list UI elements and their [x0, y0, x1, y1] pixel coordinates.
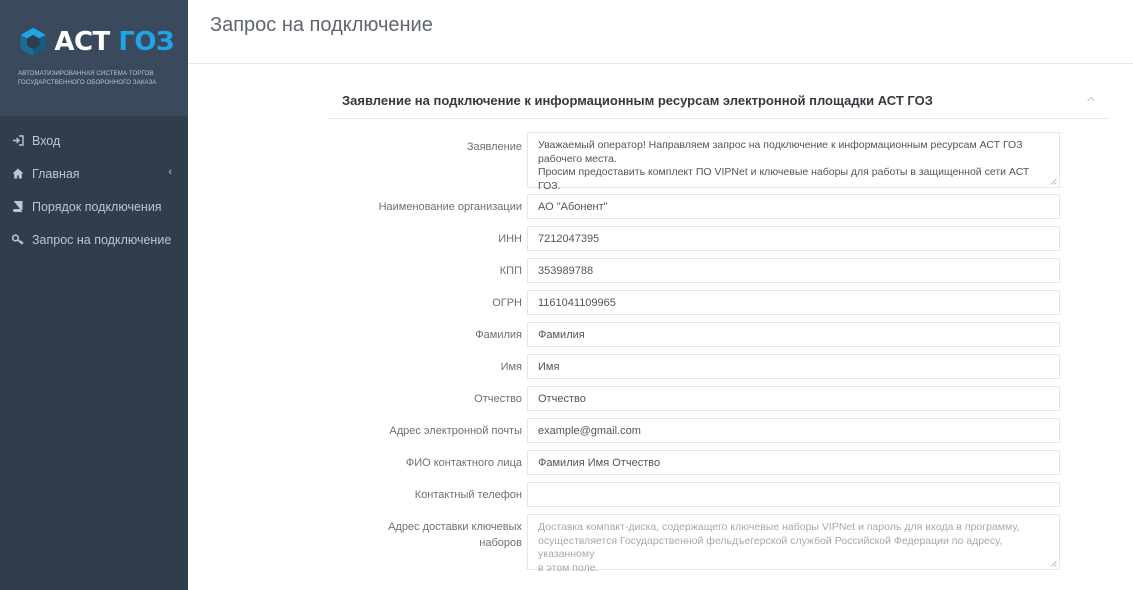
first-name-label: Имя — [500, 361, 522, 373]
page-title: Запрос на подключение — [210, 14, 433, 36]
statement-label: Заявление — [466, 141, 522, 153]
sidebar-item-login[interactable] — [0, 124, 188, 157]
sidebar-item-label: Порядок подключения — [32, 199, 162, 214]
panel-header — [328, 78, 1110, 119]
sidebar-nav — [0, 124, 188, 256]
logo[interactable] — [18, 22, 174, 62]
logo-text-primary: АСТ — [54, 27, 110, 57]
statement-line: Уважаемый оператор! Направляем запрос на подключение к информационным ресурсам АСТ ГОЗ — [538, 139, 1023, 151]
phone-input[interactable] — [527, 482, 1060, 507]
sidebar-item-connection-order[interactable] — [0, 190, 188, 223]
org-name-label: Наименование организации — [378, 201, 522, 213]
delivery-label-line-2: наборов — [479, 537, 522, 549]
statement-line: рабочего места. — [538, 152, 617, 165]
divider — [188, 63, 1133, 64]
resize-grip-icon[interactable] — [1050, 560, 1057, 567]
statement-line: Просим предоставить комплект ПО VIPNet и ключевые наборы для работы в защищенной сети АСТ ГОЗ. — [538, 166, 1030, 192]
inn-input[interactable] — [527, 226, 1060, 251]
sidebar-item-home[interactable] — [0, 157, 188, 190]
email-input[interactable] — [527, 418, 1060, 443]
sidebar-item-label: Запрос на подключение — [32, 232, 172, 247]
main-content — [188, 0, 1133, 590]
kpp-label: КПП — [499, 265, 522, 277]
resize-grip-icon[interactable] — [1050, 178, 1057, 185]
logo-mark-icon — [18, 25, 48, 59]
sidebar-item-connection-request[interactable] — [0, 223, 188, 256]
org-name-input[interactable] — [527, 194, 1060, 219]
email-label: Адрес электронной почты — [389, 425, 522, 437]
contact-person-input[interactable] — [527, 450, 1060, 475]
delivery-textarea[interactable] — [527, 514, 1060, 574]
sign-in-icon — [12, 135, 32, 146]
delivery-label — [388, 519, 522, 551]
last-name-input[interactable] — [527, 322, 1060, 347]
phone-label: Контактный телефон — [414, 489, 522, 501]
contact-person-label: ФИО контактного лица — [405, 457, 522, 469]
home-icon — [12, 168, 32, 179]
delivery-placeholder-line: в этом поле. — [538, 561, 599, 574]
delivery-placeholder-line: Доставка компакт-диска, содержащего ключевые наборы VIPNet и пароль для входа в программу, — [538, 521, 1020, 533]
last-name-label: Фамилия — [475, 329, 522, 341]
panel-title: Заявление на подключение к информационным ресурсам электронной площадки АСТ ГОЗ — [342, 93, 933, 108]
sidebar — [0, 0, 188, 590]
chevron-up-icon[interactable] — [1086, 94, 1096, 104]
logo-text — [54, 27, 174, 57]
delivery-label-line-1: Адрес доставки ключевых — [388, 521, 522, 533]
chevron-left-icon[interactable]: ‹ — [168, 166, 172, 178]
patronymic-label: Отчество — [474, 393, 522, 405]
kpp-input[interactable] — [527, 258, 1060, 283]
statement-textarea[interactable] — [527, 132, 1060, 192]
ogrn-label: ОГРН — [492, 297, 522, 309]
sidebar-item-label: Вход — [32, 133, 61, 148]
inn-label: ИНН — [498, 233, 522, 245]
ogrn-input[interactable] — [527, 290, 1060, 315]
logo-subtitle-line-2: ГОСУДАРСТВЕННОГО ОБОРОННОГО ЗАКАЗА — [18, 79, 157, 86]
delivery-placeholder-line: осуществляется Государственной фельдъегерской службой Российской Федерации по адресу, указанному — [538, 534, 1003, 560]
logo-subtitle — [18, 69, 174, 87]
key-icon — [12, 234, 32, 245]
request-panel — [328, 78, 1110, 590]
logo-text-accent: ГОЗ — [118, 27, 174, 57]
patronymic-input[interactable] — [527, 386, 1060, 411]
book-icon — [12, 201, 32, 212]
first-name-input[interactable] — [527, 354, 1060, 379]
sidebar-item-label: Главная — [32, 166, 80, 181]
logo-subtitle-line-1: АВТОМАТИЗИРОВАННАЯ СИСТЕМА ТОРГОВ — [18, 70, 154, 77]
brand-header — [0, 0, 188, 116]
